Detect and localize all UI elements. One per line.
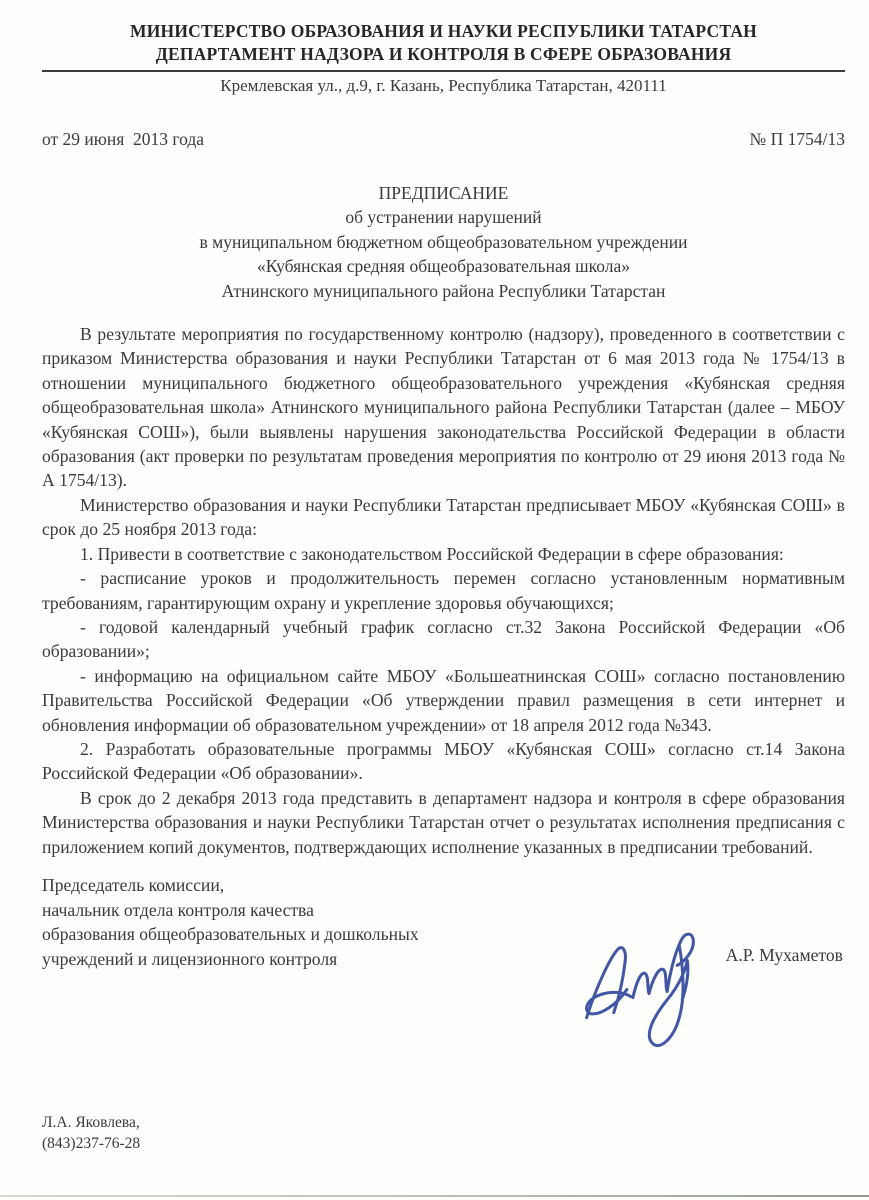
signature-block	[42, 873, 845, 1043]
signatory-position	[42, 873, 522, 971]
body-paragraph: - информацию на официальном сайте МБОУ «Большеатнинская СОШ» согласно постановлению Правительства Российской Федерации «Об утверждении правил размещения в сети интернет и обновления информации об образовательном учреждении» от 18 апреля 2012 года №343.	[42, 665, 845, 735]
title-subline: в муниципальном бюджетном общеобразовательном учреждении	[199, 231, 688, 252]
signature-stroke	[633, 934, 693, 1045]
body-paragraph: 2. Разработать образовательные программы МБОУ «Кубянская СОШ» согласно ст.14 Закона Российской Федерации «Об образовании».	[42, 738, 845, 784]
document-title-block	[42, 181, 845, 303]
document-number: № П 1754/13	[749, 129, 845, 149]
signatory-name: А.Р. Мухаметов	[725, 944, 843, 965]
document-meta-row	[42, 129, 845, 150]
executor-contact	[42, 1112, 140, 1154]
body-paragraph: - годовой календарный учебный график согласно ст.32 Закона Российской Федерации «Об образовании»;	[42, 616, 845, 662]
letterhead-divider	[42, 70, 845, 72]
scan-edge-artifact	[0, 1195, 869, 1197]
body-paragraph: В срок до 2 декабря 2013 года представить в департамент надзора и контроля в сфере образования Министерства образования и науки Республики Татарстан отчет о результатах исполнения предписания с приложением копий документов, подтверждающих исполнение указанных в предписании требований.	[42, 787, 845, 857]
title-subline: «Кубянская средняя общеобразовательная школа»	[256, 256, 631, 277]
executor-phone: (843)237-76-28	[42, 1135, 141, 1152]
document-body	[42, 322, 845, 859]
letterhead-address: Кремлевская ул., д.9, г. Казань, Республика Татарстан, 420111	[220, 76, 667, 95]
letterhead	[42, 20, 845, 97]
document-title: ПРЕДПИСАНИЕ	[378, 183, 509, 203]
ministry-name: МИНИСТЕРСТВО ОБРАЗОВАНИЯ И НАУКИ РЕСПУБЛИКИ ТАТАРСТАН	[129, 21, 757, 41]
handwritten-signature	[570, 909, 722, 1065]
signature-stroke	[587, 948, 631, 1018]
signatory-position-line: Председатель комиссии,	[42, 874, 225, 895]
department-name: ДЕПАРТАМЕНТ НАДЗОРА И КОНТРОЛЯ В СФЕРЕ ОБРАЗОВАНИЯ	[155, 44, 732, 64]
title-subline: Атнинского муниципального района Республики Татарстан	[221, 280, 666, 301]
body-paragraph: Министерство образования и науки Республики Татарстан предписывает МБОУ «Кубянская СОШ» в срок до 25 ноября 2013 года:	[42, 494, 845, 540]
signatory-position-line: учреждений и лицензионного контроля	[42, 948, 338, 969]
executor-name: Л.А. Яковлева,	[42, 1114, 140, 1131]
signatory-position-line: образования общеобразовательных и дошкольных	[42, 924, 419, 945]
body-paragraph: В результате мероприятия по государственному контролю (надзору), проведенного в соответствии с приказом Министерства образования и науки Республики Татарстан от 6 мая 2013 года № 1754/13 в отношении муниципального бюджетного общеобразовательного учреждения «Кубянская средняя общеобразовательная школа» Атнинского муниципального района Республики Татарстан (далее – МБОУ «Кубянская СОШ»), были выявлены нарушения законодательства Российской Федерации в области образования (акт проверки по результатам проведения мероприятия по контролю от 29 июня 2013 года № А 1754/13).	[42, 324, 845, 491]
document-date: от 29 июня 2013 года	[42, 129, 205, 149]
body-paragraph: - расписание уроков и продолжительность перемен согласно установленным нормативным требованиям, гарантирующим охрану и укрепление здоровья обучающихся;	[42, 568, 845, 613]
title-subline: об устранении нарушений	[345, 207, 542, 228]
signatory-position-line: начальник отдела контроля качества	[42, 899, 314, 920]
body-paragraph: 1. Привести в соответствие с законодательством Российской Федерации в сфере образования:	[80, 543, 784, 564]
